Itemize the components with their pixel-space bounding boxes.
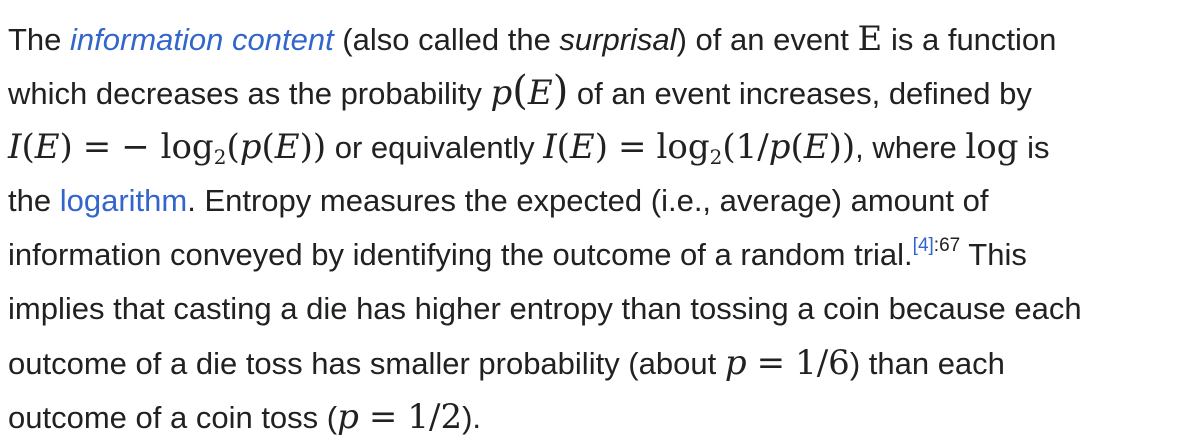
- paragraph: [8, 12, 1194, 444]
- citation: [913, 235, 961, 256]
- math-event-E: E: [857, 19, 883, 59]
- math-probability-pE: p(E): [490, 68, 569, 114]
- line-8: outcome of a coin toss (p = 1/2).: [8, 397, 482, 437]
- math-information-equivalent: $I(E) = \log_2(1/p(E))$: [543, 127, 856, 169]
- logarithm-link[interactable]: logarithm: [59, 183, 188, 218]
- math-die-probability: p = 1/6: [724, 343, 850, 383]
- line-6: implies that casting a die has higher entropy than tossing a coin because each: [8, 291, 1082, 326]
- citation-link-4[interactable]: [4]: [912, 235, 934, 256]
- math-log: log: [965, 127, 1019, 167]
- line-1: The information content (also called the surprisal) of an event E is a function: [8, 19, 1057, 59]
- math-information-definition: I(E) = − $\log_2(p(E))$: [8, 127, 327, 169]
- surprisal-emphasis: surprisal: [559, 22, 677, 57]
- line-5: information conveyed by identifying the outcome of a random trial.$^{[4]:67}$ This: [8, 235, 1027, 272]
- line-4: the logarithm. Entropy measures the expected (i.e., average) amount of: [8, 183, 989, 218]
- line-3: I(E) = − $\log_2(p(E))$ or equivalently $I(E) = \log_2(1/p(E))$, where log is: [8, 127, 1050, 169]
- information-content-link[interactable]: information content: [70, 22, 334, 57]
- line-7: outcome of a die toss has smaller probability (about p = 1/6) than each: [8, 343, 1005, 383]
- math-coin-probability: p = 1/2: [337, 397, 463, 437]
- line-2: which decreases as the probability p(E) of an event increases, defined by: [8, 68, 1032, 114]
- citation-page: :67: [933, 235, 961, 256]
